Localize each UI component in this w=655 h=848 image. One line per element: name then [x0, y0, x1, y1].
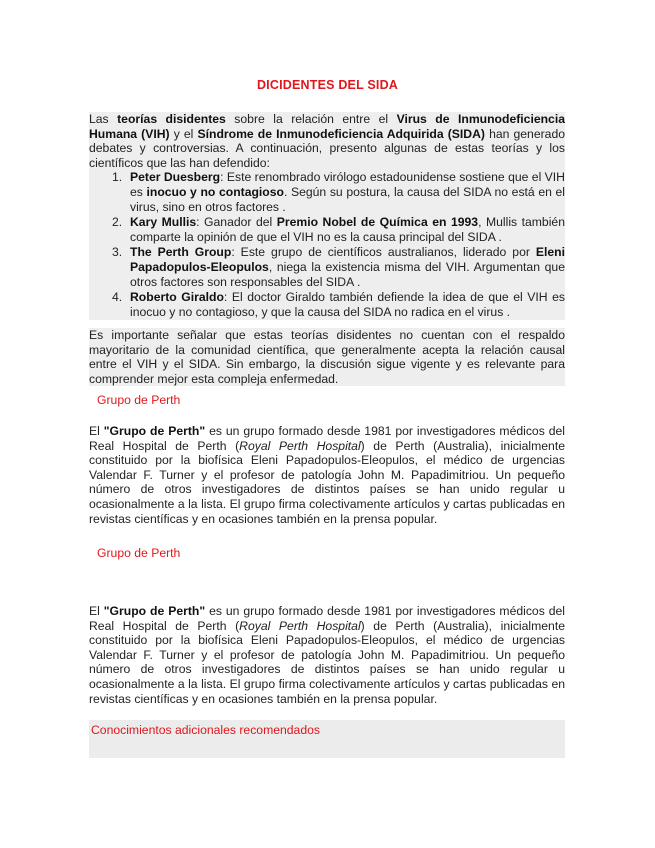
list-text: , Mullis también comparte la opinión de que el VIH no es la causa principal del SIDA . [130, 215, 565, 244]
perth-italic: Royal Perth Hospital [239, 438, 361, 453]
dissidents-list [89, 170, 565, 319]
list-number: 2. [112, 215, 123, 230]
perth-bold: "Grupo de Perth" [103, 604, 206, 618]
list-item [112, 215, 565, 244]
perth-text: El [89, 604, 104, 618]
list-text: : El doctor Giraldo también defiende la idea de que el VIH es inocuo y no contagioso, y que la causa del SIDA no radica en el virus . [130, 290, 565, 319]
perth-text: ) de Perth (Australia), inicialmente constituido por la biofísica Eleni Papadopulos-Eleopulos, el médico de urgencias Valendar F. Turner y el profesor de patología John M. Papadimitriou. Un pequeño número de otros investigadores de distintos países se han unido regular u ocasionalmente a la lista. El grupo firma colectivamente artículos y cartas publicadas en revistas científicas y en ocasiones también en la prensa popular. [89, 438, 565, 526]
list-item [112, 170, 565, 214]
list-number: 3. [112, 245, 123, 260]
recommended-knowledge-heading[interactable]: Conocimientos adicionales recomendados [91, 723, 320, 737]
recommended-knowledge-box [89, 720, 565, 758]
perth-text: El [89, 424, 104, 438]
intro-paragraph [89, 112, 565, 170]
intro-bold: Virus de Inmunodeficiencia Humana (VIH) [89, 112, 565, 141]
perth-paragraph-repeat [89, 604, 565, 706]
list-item [112, 290, 565, 319]
list-number: 4. [112, 290, 123, 305]
list-text: : Este grupo de científicos australianos, liderado por [231, 245, 536, 260]
perth-italic: Royal Perth Hospital [239, 618, 361, 633]
conclusion-paragraph: Es importante señalar que estas teorías disidentes no cuentan con el respaldo mayoritario de la comunidad científica, que generalmente acepta la relación causal entre el VIH y el SIDA. Sin embargo, la discusión sigue vigente y es relevante para comprender mejor esta compleja enfermedad. [89, 328, 565, 386]
perth-heading-link[interactable]: Grupo de Perth [97, 546, 181, 560]
list-bold: Premio Nobel de Química en 1993 [276, 215, 479, 230]
list-text: : Este renombrado virólogo estadounidense sostiene que el VIH es [130, 170, 565, 199]
perth-heading-link[interactable]: Grupo de Perth [97, 393, 181, 407]
perth-bold: "Grupo de Perth" [103, 424, 206, 438]
list-item [112, 245, 565, 289]
dissident-name: The Perth Group [130, 245, 232, 260]
dissident-name: Peter Duesberg [130, 170, 221, 185]
list-text: : Ganador del [196, 215, 277, 230]
list-text: . Según su postura, la causa del SIDA no está en el virus, sino en otros factores . [130, 184, 565, 214]
dissident-name: Kary Mullis [130, 215, 197, 230]
intro-bold: teorías disidentes [117, 112, 226, 126]
perth-text: es un grupo formado desde 1981 por investigadores médicos del Real Hospital de Perth ( [89, 604, 565, 633]
intro-text: han generado debates y controversias. A continuación, presento algunas de estas teorías y los científicos que las han defendido: [89, 126, 565, 170]
perth-text: ) de Perth (Australia), inicialmente constituido por la biofísica Eleni Papadopulos-Eleopulos, el médico de urgencias Valendar F. Turner y el profesor de patología John M. Papadimitriou. Un pequeño número de otros investigadores de distintos países se han unido regular u ocasionalmente a la lista. El grupo firma colectivamente artículos y cartas publicadas en revistas científicas y en ocasiones también en la prensa popular. [89, 618, 565, 706]
list-text: , niega la existencia misma del VIH. Argumentan que otros factores son responsables del SIDA . [130, 259, 565, 289]
intro-text: y el [169, 126, 198, 141]
list-bold: Eleni Papadopulos-Eleopulos [130, 245, 565, 274]
perth-paragraph [89, 424, 565, 526]
intro-bold: Síndrome de Inmunodeficiencia Adquirida (SIDA) [197, 126, 485, 141]
intro-text: Las [89, 112, 118, 126]
intro-section [89, 112, 565, 320]
list-number: 1. [112, 170, 123, 185]
list-bold: inocuo y no contagioso [146, 184, 284, 199]
dissident-name: Roberto Giraldo [130, 290, 224, 305]
perth-text: es un grupo formado desde 1981 por investigadores médicos del Real Hospital de Perth ( [89, 424, 565, 453]
document-title: DICIDENTES DEL SIDA [256, 78, 399, 92]
intro-text: sobre la relación entre el [225, 112, 397, 126]
